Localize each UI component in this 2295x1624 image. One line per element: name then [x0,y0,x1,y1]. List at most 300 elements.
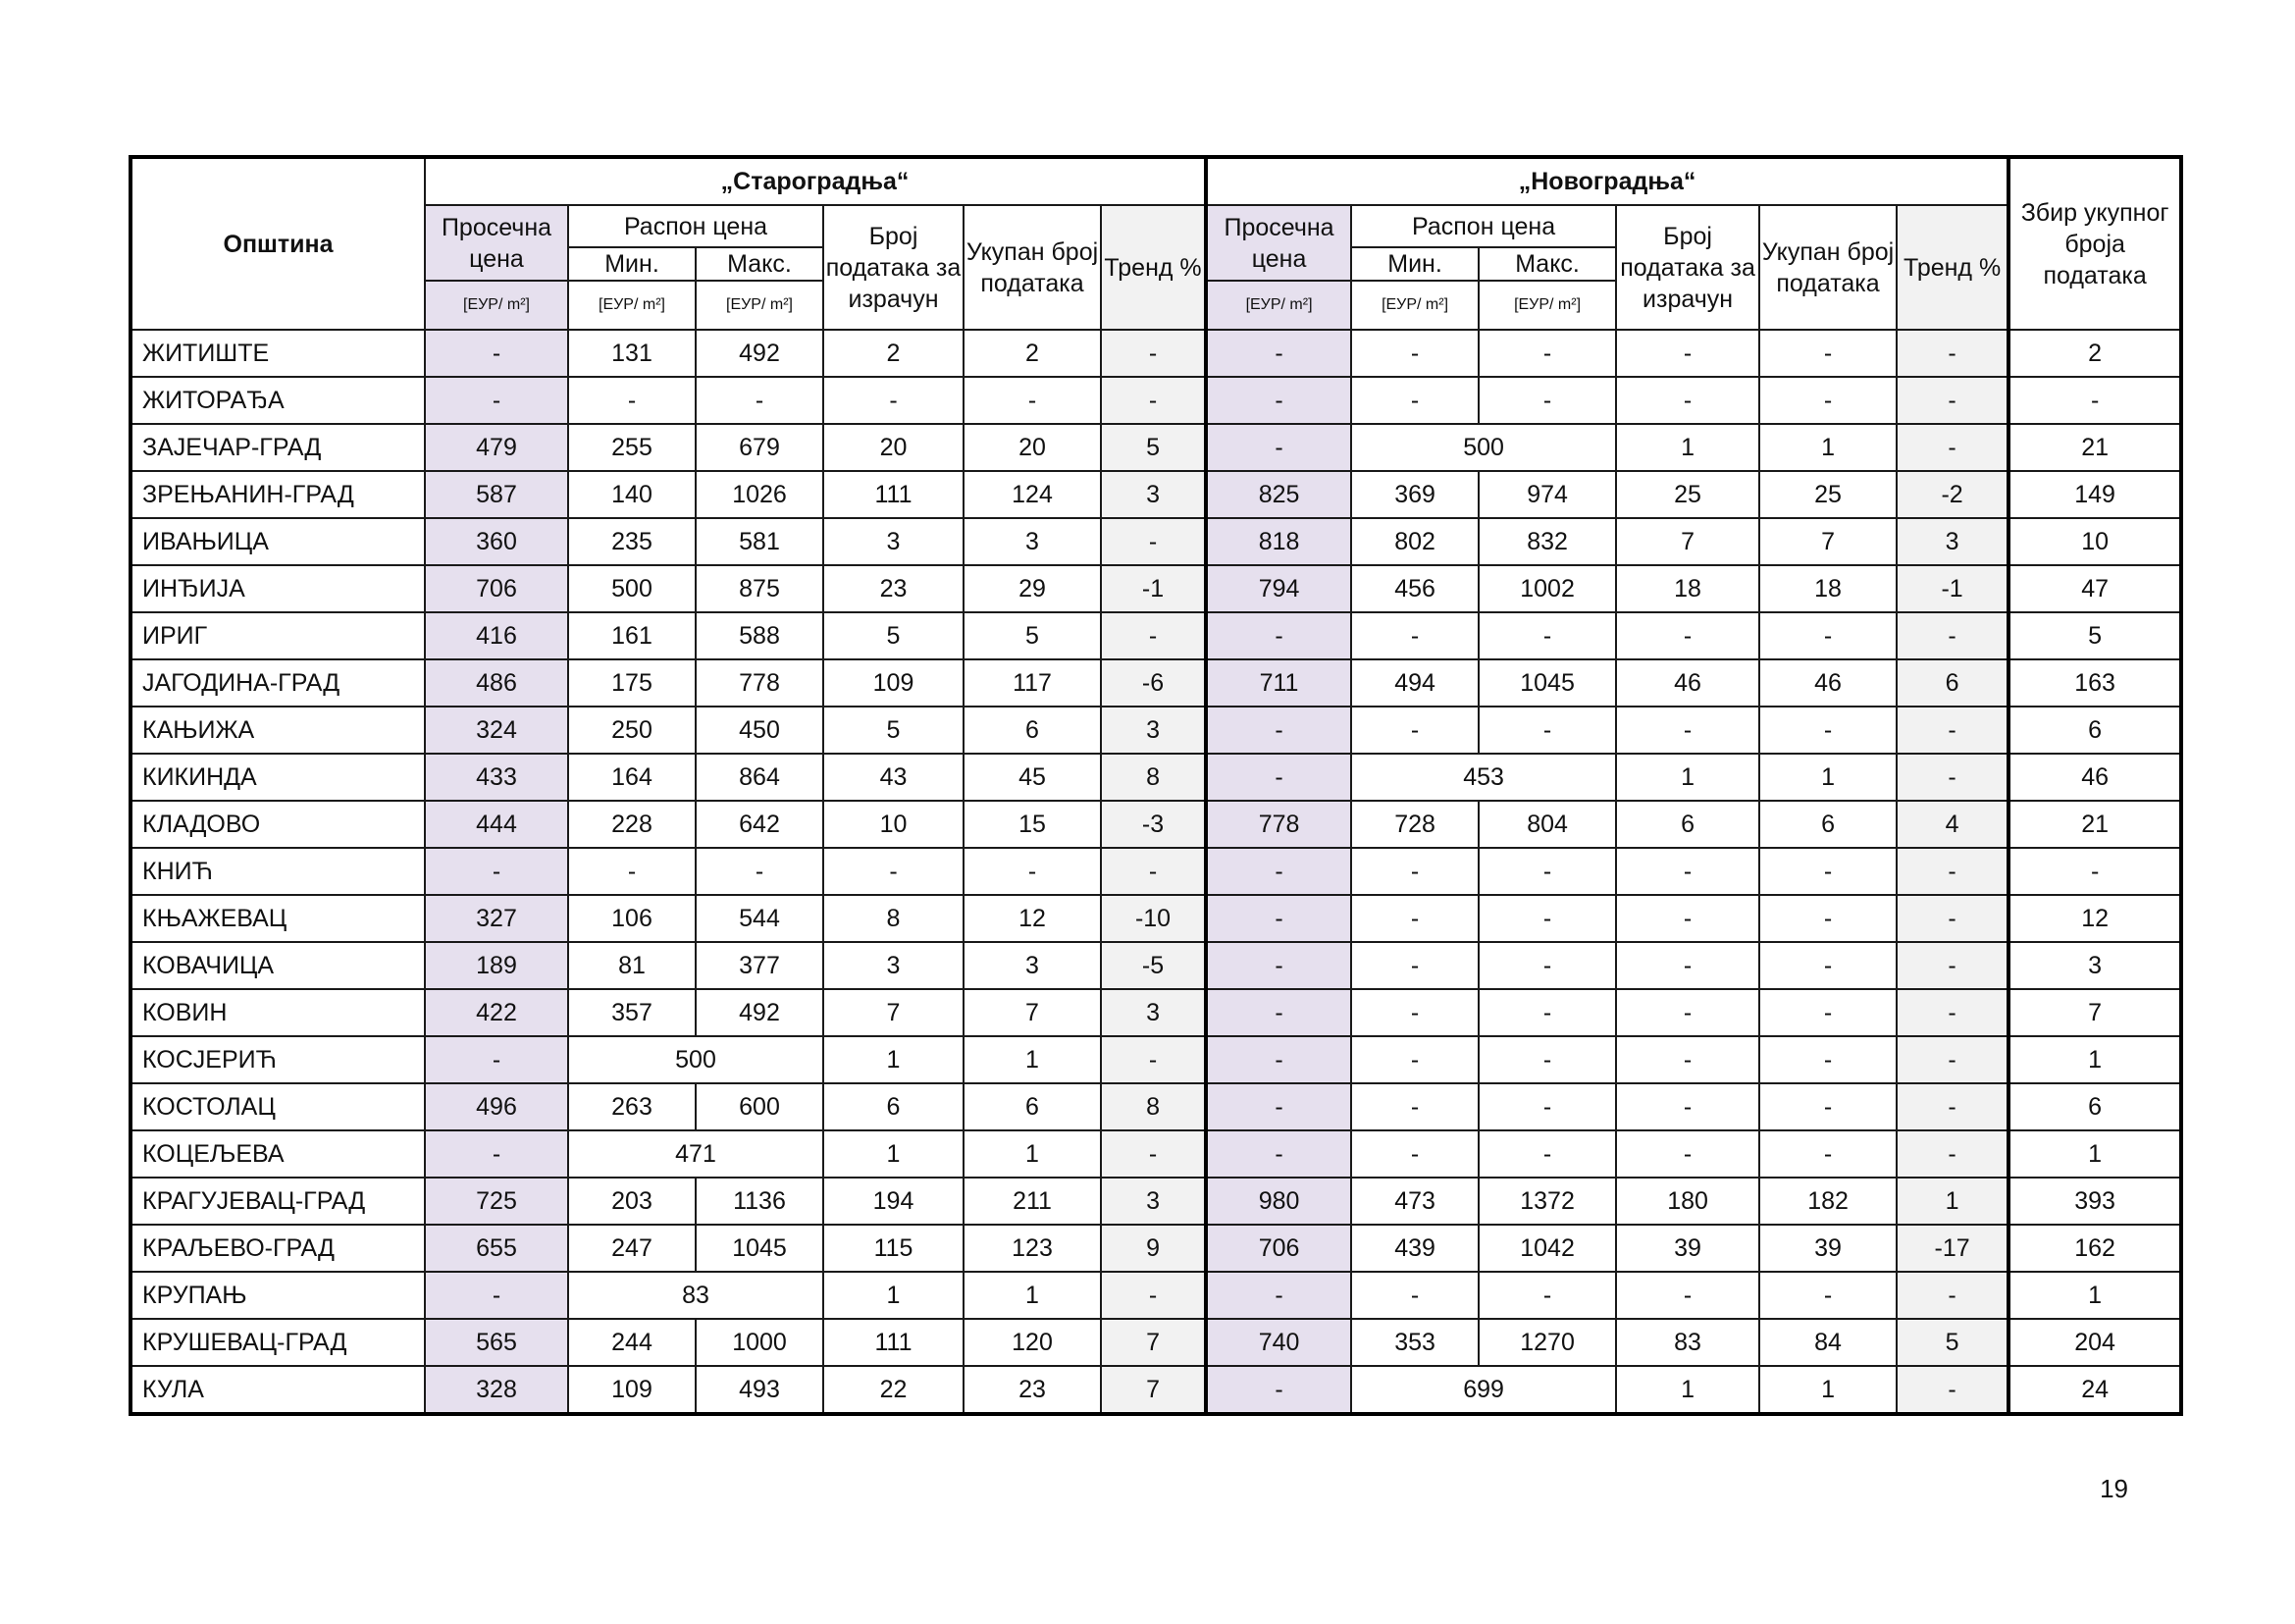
old-min-price: 106 [568,895,696,942]
table-row [130,1036,2181,1083]
old-avg-price: 324 [425,707,568,754]
new-calc-count: - [1616,942,1759,989]
new-min-price: - [1351,612,1479,659]
old-total-count: 1 [964,1272,1101,1319]
new-calc-count: 83 [1616,1319,1759,1366]
new-min-header: Мин. [1351,247,1479,281]
new-avg-price: - [1206,754,1351,801]
old-min-price: 250 [568,707,696,754]
old-calc-count: 20 [823,424,964,471]
old-min-price: 357 [568,989,696,1036]
new-max-price: - [1479,377,1616,424]
table-row [130,754,2181,801]
old-trend: 8 [1101,754,1206,801]
new-calc-count: 25 [1616,471,1759,518]
old-max-price: 875 [696,565,823,612]
new-price-range-single: 453 [1351,754,1616,801]
new-trend: - [1897,1036,2008,1083]
new-trend: - [1897,1366,2008,1414]
old-calc-count: 10 [823,801,964,848]
old-calc-count: 23 [823,565,964,612]
old-calc-count: 5 [823,707,964,754]
new-calc-count: - [1616,330,1759,377]
old-trend: - [1101,1130,1206,1178]
new-trend: -17 [1897,1225,2008,1272]
old-total-count: 124 [964,471,1101,518]
new-calc-count: 1 [1616,1366,1759,1414]
old-max-price: 864 [696,754,823,801]
new-total-count: - [1759,895,1897,942]
new-total-count: 1 [1759,424,1897,471]
old-max-price: 1045 [696,1225,823,1272]
old-trend: -6 [1101,659,1206,707]
new-max-price: - [1479,942,1616,989]
old-max-price: - [696,848,823,895]
sum-total: 149 [2008,471,2181,518]
new-calc-count: - [1616,1083,1759,1130]
old-avg-price: 565 [425,1319,568,1366]
new-total-count-header: Укупан број података [1759,205,1897,330]
sum-total: 10 [2008,518,2181,565]
new-avg-price: 706 [1206,1225,1351,1272]
new-avg-price: 794 [1206,565,1351,612]
old-max-price: 492 [696,989,823,1036]
table-row [130,424,2181,471]
new-total-count: 25 [1759,471,1897,518]
new-min-price: - [1351,707,1479,754]
new-max-price: 1372 [1479,1178,1616,1225]
old-max-price: 642 [696,801,823,848]
sum-total: 1 [2008,1272,2181,1319]
old-min-price: 81 [568,942,696,989]
new-avg-price: - [1206,1130,1351,1178]
old-trend: 5 [1101,424,1206,471]
new-price-range-single: 699 [1351,1366,1616,1414]
new-calc-count-header: Број података за израчун [1616,205,1759,330]
old-calc-count: 1 [823,1036,964,1083]
old-avg-price: 479 [425,424,568,471]
old-total-count: 3 [964,518,1101,565]
new-min-price: - [1351,1272,1479,1319]
new-avg-price: 818 [1206,518,1351,565]
old-total-count: 211 [964,1178,1101,1225]
municipality-name: КОЦЕЉЕВА [130,1130,425,1178]
old-calc-count: 8 [823,895,964,942]
new-price-range-header: Распон цена [1351,205,1616,247]
municipality-name: КОВАЧИЦА [130,942,425,989]
old-trend: 3 [1101,989,1206,1036]
old-min-price: 161 [568,612,696,659]
table-row [130,1272,2181,1319]
municipality-name: КЊАЖЕВАЦ [130,895,425,942]
new-calc-count: 18 [1616,565,1759,612]
table-row [130,1225,2181,1272]
new-min-price: - [1351,377,1479,424]
new-trend: - [1897,377,2008,424]
old-max-price: 377 [696,942,823,989]
municipality-name: ЗАЈЕЧАР-ГРАД [130,424,425,471]
old-avg-price: 587 [425,471,568,518]
new-trend: - [1897,989,2008,1036]
old-min-price: 228 [568,801,696,848]
new-calc-count: - [1616,848,1759,895]
old-avg-price: 416 [425,612,568,659]
new-trend-header: Тренд % [1897,205,2008,330]
old-trend: - [1101,1036,1206,1083]
old-max-header: Макс. [696,247,823,281]
new-calc-count: - [1616,1272,1759,1319]
new-calc-count: 1 [1616,424,1759,471]
new-min-price: - [1351,1130,1479,1178]
new-avg-price: - [1206,1366,1351,1414]
new-trend: -2 [1897,471,2008,518]
old-calc-count: 6 [823,1083,964,1130]
new-max-price: - [1479,612,1616,659]
old-min-price: 244 [568,1319,696,1366]
new-avg-price: - [1206,424,1351,471]
old-max-price: 493 [696,1366,823,1414]
new-min-price: - [1351,848,1479,895]
table-row [130,989,2181,1036]
municipality-name: КНИЋ [130,848,425,895]
page-number: 19 [2100,1474,2128,1503]
new-min-price: - [1351,1036,1479,1083]
old-calc-count: 194 [823,1178,964,1225]
old-max-price: 581 [696,518,823,565]
new-max-header: Макс. [1479,247,1616,281]
new-calc-count: - [1616,707,1759,754]
old-total-count: 117 [964,659,1101,707]
new-trend: - [1897,1272,2008,1319]
sum-total: 2 [2008,330,2181,377]
new-avg-price: - [1206,1036,1351,1083]
sum-total: - [2008,377,2181,424]
old-trend-header: Тренд % [1101,205,1206,330]
new-total-count: - [1759,612,1897,659]
new-min-price: - [1351,895,1479,942]
table-body [130,330,2181,1414]
new-min-price: 353 [1351,1319,1479,1366]
old-calc-count: 7 [823,989,964,1036]
new-max-price: - [1479,1272,1616,1319]
table-row [130,612,2181,659]
new-min-price: 439 [1351,1225,1479,1272]
old-total-count: 20 [964,424,1101,471]
municipality-name: КОСТОЛАЦ [130,1083,425,1130]
old-total-count: 29 [964,565,1101,612]
table-row [130,895,2181,942]
new-calc-count: - [1616,1036,1759,1083]
old-calc-count: 3 [823,942,964,989]
new-max-price: - [1479,895,1616,942]
old-calc-count: 2 [823,330,964,377]
new-trend: 6 [1897,659,2008,707]
old-avg-price: 422 [425,989,568,1036]
sum-total: 1 [2008,1036,2181,1083]
old-trend: -10 [1101,895,1206,942]
old-trend: 3 [1101,471,1206,518]
sum-total: 6 [2008,1083,2181,1130]
old-trend: - [1101,330,1206,377]
sum-total: 3 [2008,942,2181,989]
table-row [130,1130,2181,1178]
new-total-count: - [1759,1036,1897,1083]
new-avg-price: - [1206,989,1351,1036]
municipality-name: КИКИНДА [130,754,425,801]
old-calc-count: 109 [823,659,964,707]
old-trend: - [1101,518,1206,565]
new-trend: 4 [1897,801,2008,848]
new-avg-price: 711 [1206,659,1351,707]
old-price-range-single: 500 [568,1036,823,1083]
old-avg-price: - [425,848,568,895]
sum-total: 204 [2008,1319,2181,1366]
old-trend: 7 [1101,1319,1206,1366]
old-avg-price: 433 [425,754,568,801]
old-avg-price: - [425,1036,568,1083]
old-avg-price: 444 [425,801,568,848]
old-min-price: 235 [568,518,696,565]
old-calc-count: 22 [823,1366,964,1414]
new-max-price: - [1479,707,1616,754]
new-total-count: - [1759,942,1897,989]
new-max-price: 974 [1479,471,1616,518]
old-trend: 9 [1101,1225,1206,1272]
new-total-count: - [1759,1130,1897,1178]
sum-total: 162 [2008,1225,2181,1272]
municipality-name: КОВИН [130,989,425,1036]
municipality-name: КРАГУЈЕВАЦ-ГРАД [130,1178,425,1225]
old-avg-price: 486 [425,659,568,707]
old-avg-unit: [ЕУР/ m²] [425,281,568,330]
new-total-count: - [1759,330,1897,377]
old-avg-price: - [425,377,568,424]
old-min-header: Мин. [568,247,696,281]
old-total-count: 6 [964,707,1101,754]
new-avg-price: 980 [1206,1178,1351,1225]
new-calc-count: 7 [1616,518,1759,565]
sum-total: 47 [2008,565,2181,612]
table-row [130,707,2181,754]
municipality-name: КРАЉЕВО-ГРАД [130,1225,425,1272]
new-min-price: 728 [1351,801,1479,848]
old-total-count: - [964,377,1101,424]
municipality-name: ЗРЕЊАНИН-ГРАД [130,471,425,518]
old-min-price: 140 [568,471,696,518]
new-max-price: - [1479,848,1616,895]
old-trend: -5 [1101,942,1206,989]
new-total-count: - [1759,707,1897,754]
municipality-name: КАЊИЖА [130,707,425,754]
old-avg-price: 706 [425,565,568,612]
old-total-count: 1 [964,1130,1101,1178]
new-trend: - [1897,330,2008,377]
old-max-price: 544 [696,895,823,942]
old-trend: - [1101,1272,1206,1319]
new-avg-price: - [1206,707,1351,754]
old-calc-count: 5 [823,612,964,659]
new-max-price: 804 [1479,801,1616,848]
new-trend: - [1897,1083,2008,1130]
new-max-price: 1270 [1479,1319,1616,1366]
old-avg-price: - [425,1272,568,1319]
old-avg-price: 655 [425,1225,568,1272]
old-total-count-header: Укупан број података [964,205,1101,330]
old-avg-price: 496 [425,1083,568,1130]
old-min-price: 164 [568,754,696,801]
old-total-count: 123 [964,1225,1101,1272]
old-min-price: 175 [568,659,696,707]
new-max-unit: [ЕУР/ m²] [1479,281,1616,330]
new-total-count: - [1759,1083,1897,1130]
table-row [130,1083,2181,1130]
old-max-price: 778 [696,659,823,707]
new-trend: - [1897,942,2008,989]
new-calc-count: - [1616,895,1759,942]
old-min-unit: [ЕУР/ m²] [568,281,696,330]
table-row [130,565,2181,612]
old-avg-price: 725 [425,1178,568,1225]
old-total-count: 120 [964,1319,1101,1366]
new-max-price: - [1479,1130,1616,1178]
new-avg-price: - [1206,1083,1351,1130]
old-max-price: - [696,377,823,424]
old-trend: 3 [1101,1178,1206,1225]
new-max-price: 1002 [1479,565,1616,612]
old-max-price: 492 [696,330,823,377]
new-total-count: 1 [1759,1366,1897,1414]
old-calc-count: 115 [823,1225,964,1272]
new-calc-count: - [1616,612,1759,659]
new-total-count: 46 [1759,659,1897,707]
new-total-count: - [1759,848,1897,895]
new-calc-count: 39 [1616,1225,1759,1272]
table-row [130,1319,2181,1366]
old-calc-count: 1 [823,1130,964,1178]
table-row [130,848,2181,895]
old-trend: 8 [1101,1083,1206,1130]
new-avg-price: - [1206,377,1351,424]
new-min-price: - [1351,942,1479,989]
sum-total: 1 [2008,1130,2181,1178]
sum-total: 5 [2008,612,2181,659]
old-total-count: 7 [964,989,1101,1036]
new-trend: - [1897,612,2008,659]
old-total-count: 1 [964,1036,1101,1083]
old-total-count: 15 [964,801,1101,848]
old-max-unit: [ЕУР/ m²] [696,281,823,330]
old-min-price: 109 [568,1366,696,1414]
old-calc-count: 1 [823,1272,964,1319]
old-max-price: 588 [696,612,823,659]
municipality-name: КЛАДОВО [130,801,425,848]
old-calc-count: 111 [823,471,964,518]
new-trend: - [1897,707,2008,754]
sum-total: 12 [2008,895,2181,942]
municipality-name: ЈАГОДИНА-ГРАД [130,659,425,707]
table-row [130,518,2181,565]
new-trend: 3 [1897,518,2008,565]
sum-total: 163 [2008,659,2181,707]
new-trend: -1 [1897,565,2008,612]
new-min-price: - [1351,1083,1479,1130]
new-min-price: 473 [1351,1178,1479,1225]
new-total-count: 1 [1759,754,1897,801]
new-trend: - [1897,424,2008,471]
new-calc-count: 180 [1616,1178,1759,1225]
new-total-count: - [1759,377,1897,424]
old-avg-price: 327 [425,895,568,942]
old-calc-count: 43 [823,754,964,801]
old-max-price: 1136 [696,1178,823,1225]
old-min-price: 247 [568,1225,696,1272]
old-max-price: 1000 [696,1319,823,1366]
new-calc-count: 6 [1616,801,1759,848]
new-calc-count: - [1616,989,1759,1036]
table-row [130,377,2181,424]
new-max-price: 1045 [1479,659,1616,707]
new-max-price: - [1479,1083,1616,1130]
sum-total: 24 [2008,1366,2181,1414]
new-max-price: 832 [1479,518,1616,565]
new-avg-price: - [1206,612,1351,659]
old-max-price: 600 [696,1083,823,1130]
old-total-count: - [964,848,1101,895]
new-min-price: 494 [1351,659,1479,707]
new-avg-price: 778 [1206,801,1351,848]
table-row [130,330,2181,377]
new-avg-price: 740 [1206,1319,1351,1366]
new-avg-unit: [ЕУР/ m²] [1206,281,1351,330]
new-total-count: - [1759,989,1897,1036]
old-trend: -3 [1101,801,1206,848]
new-min-price: 802 [1351,518,1479,565]
old-min-price: - [568,848,696,895]
new-total-count: 7 [1759,518,1897,565]
new-avg-price: - [1206,942,1351,989]
old-calc-count: 111 [823,1319,964,1366]
new-calc-count: - [1616,1130,1759,1178]
municipality-name: ЖИТИШТЕ [130,330,425,377]
new-total-count: 18 [1759,565,1897,612]
sum-total: 393 [2008,1178,2181,1225]
new-calc-count: 1 [1616,754,1759,801]
old-min-price: 203 [568,1178,696,1225]
new-avg-price: - [1206,330,1351,377]
old-avg-price: - [425,330,568,377]
new-max-price: - [1479,330,1616,377]
new-max-price: 1042 [1479,1225,1616,1272]
old-calc-count: 3 [823,518,964,565]
municipality-name: ИВАЊИЦА [130,518,425,565]
sum-total: 46 [2008,754,2181,801]
old-min-price: 255 [568,424,696,471]
new-price-range-single: 500 [1351,424,1616,471]
old-total-count: 3 [964,942,1101,989]
old-trend: - [1101,848,1206,895]
municipality-name: ЖИТОРАЂА [130,377,425,424]
new-trend: 5 [1897,1319,2008,1366]
new-trend: - [1897,1130,2008,1178]
old-price-range-header: Распон цена [568,205,823,247]
old-calc-count-header: Број података за израчун [823,205,964,330]
sum-total-header: Збир укупног броја података [2008,157,2181,330]
old-total-count: 2 [964,330,1101,377]
old-trend: - [1101,612,1206,659]
sum-total: 6 [2008,707,2181,754]
table-row [130,1366,2181,1414]
old-total-count: 5 [964,612,1101,659]
